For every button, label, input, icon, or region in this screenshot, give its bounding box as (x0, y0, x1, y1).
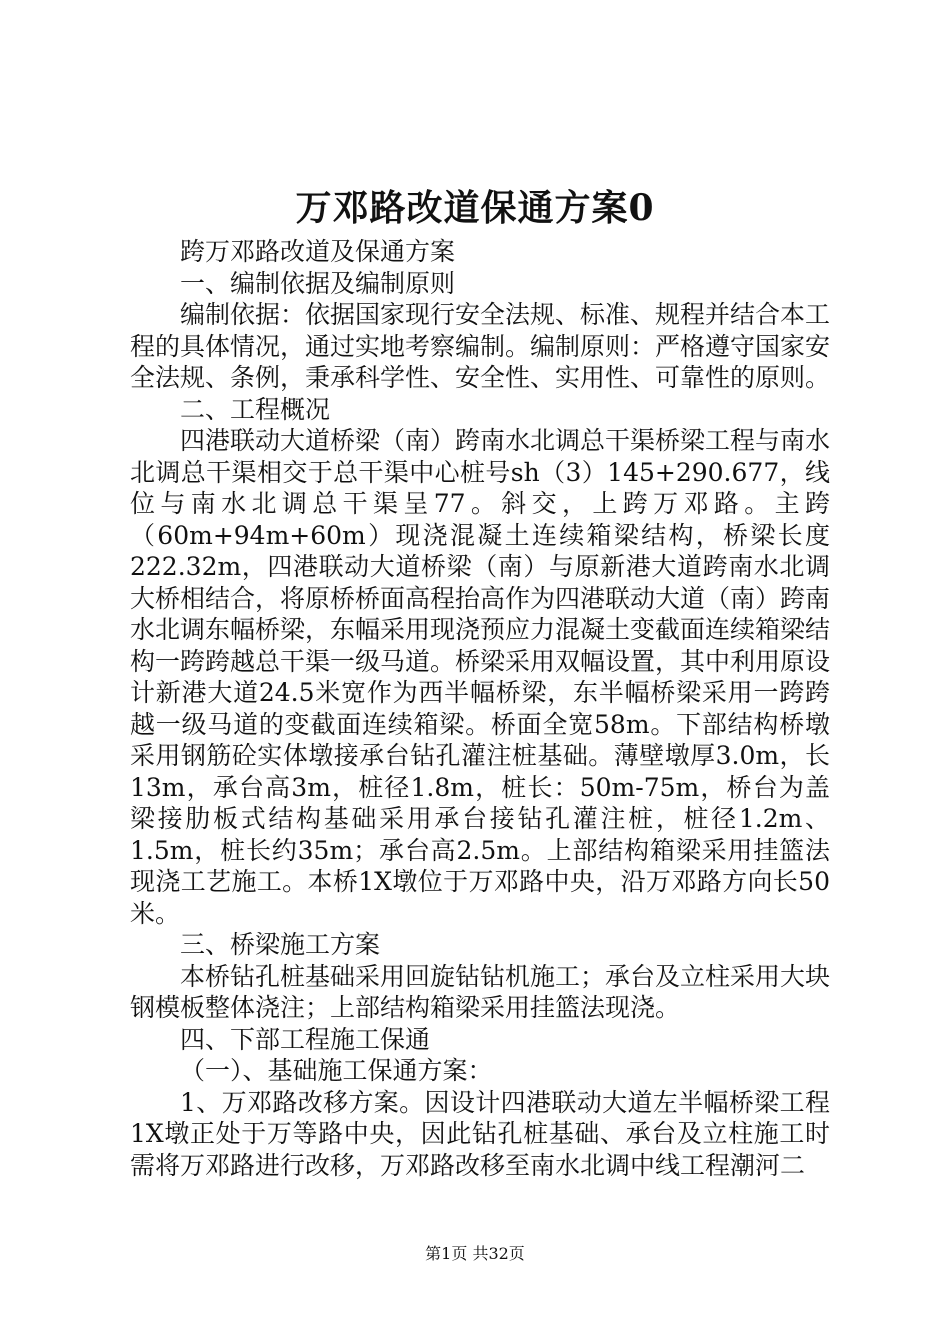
section-heading-1: 一、编制依据及编制原则 (180, 268, 456, 298)
page-number-footer: 第1页 共32页 (425, 1244, 525, 1263)
document-title: 万邓路改道保通方案0 (295, 187, 655, 229)
section-heading-4: 四、下部工程施工保通 (180, 1024, 431, 1054)
paragraph-relocation: 1、万邓路改移方案。因设计四港联动大道左半幅桥梁工程1X墩正处于万等路中央，因此钻孔桩基础、承台及立柱施工时需将万邓路进行改移，万邓路改移至南水北调中线工程潮河二 (130, 1087, 830, 1180)
section-heading-3: 三、桥梁施工方案 (180, 930, 381, 959)
paragraph-subtitle: 跨万邓路改道及保通方案 (180, 237, 456, 266)
paragraph-construction: 本桥钻孔桩基础采用回旋钻钻机施工；承台及立柱采用大块钢模板整体浇注；上部结构箱梁采用挂篮法现浇。 (130, 961, 831, 1022)
subsection-heading-1: （一）、基础施工保通方案： (180, 1056, 493, 1085)
paragraph-overview: 四港联动大道桥梁（南）跨南水北调总干渠桥梁工程与南水北调总干渠相交于总干渠中心桩号sh（3）145+290.677，线位与南水北调总干渠呈77。斜交，上跨万邓路。主跨（60m+94m+60m）现浇混凝土连续箱梁结构，桥梁长度222.32m，四港联动大道桥梁（南）与原新港大道跨南水北调大桥相结合，将原桥桥面高程抬高作为四港联动大道（南）跨南水北调东幅桥梁，东幅采用现浇预应力混凝土变截面连续箱梁结构一跨跨越总干渠一级马道。桥梁采用双幅设置，其中利用原设计新港大道24.5米宽作为西半幅桥梁，东半幅桥梁采用一跨跨越一级马道的变截面连续箱梁。桥面全宽58m。下部结构桥墩采用钢筋砼实体墩接承台钻孔灌注桩基础。薄壁墩厚3.0m，长13m，承台高3m，桩径1.8m，桩长：50m-75m，桥台为盖梁接肋板式结构基础采用承台接钻孔灌注桩，桩径1.2m、1.5m，桩长约35m；承台高2.5m。上部结构箱梁采用挂篮法现浇工艺施工。本桥1X墩位于万邓路中央，沿万邓路方向长50米。 (130, 426, 831, 928)
section-heading-2: 二、工程概况 (180, 394, 331, 424)
document-body (130, 236, 830, 1181)
paragraph-basis: 编制依据：依据国家现行安全法规、标准、规程并结合本工程的具体情况，通过实地考察编制。编制原则：严格遵守国家安全法规、条例，秉承科学性、安全性、实用性、可靠性的原则。 (130, 300, 831, 392)
